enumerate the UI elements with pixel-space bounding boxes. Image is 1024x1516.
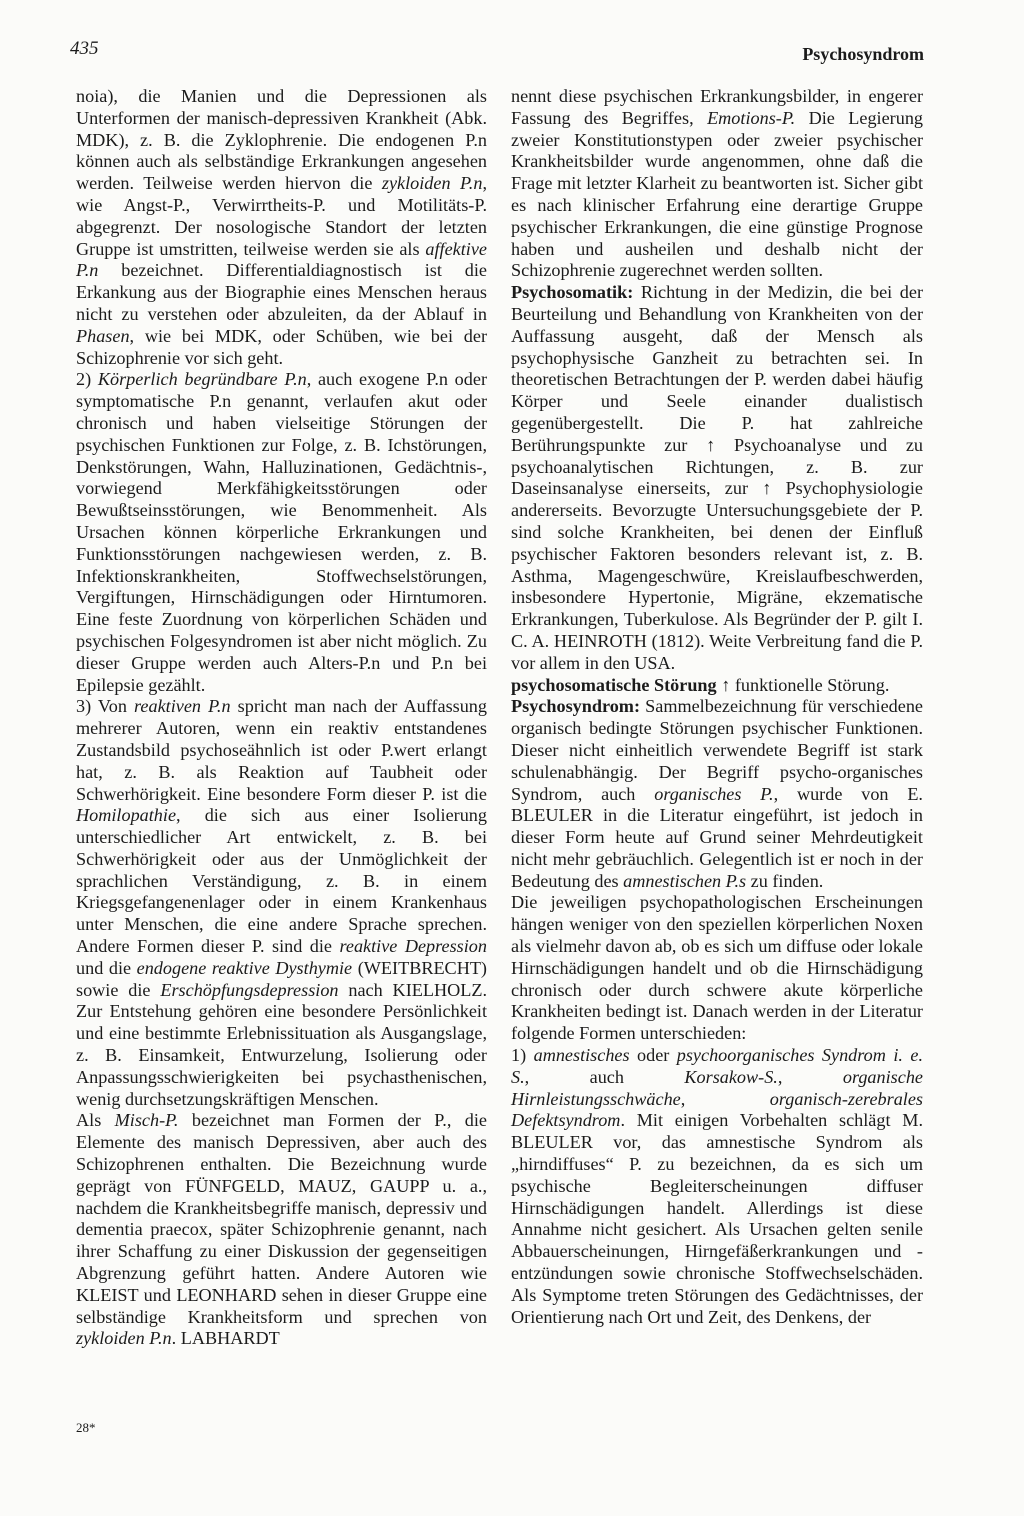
italic-term: psychoorganisches Syndrom i. e. S. [511, 1045, 923, 1087]
body-text: , [680, 1088, 770, 1109]
body-text: , wie bei MDK, oder Schüben, wie bei der Schizophrenie vor sich geht. [76, 325, 487, 368]
italic-term: Misch-P. [114, 1110, 179, 1131]
body-text: nach KIELHOLZ. Zur Entstehung gehören eine besondere Persönlichkeit und eine bestimmte Erlebnissituation als Ausgangslage, z. B. Einsamkeit, Entwurzelung, Isolierung oder Anpassungsschwierigkeiten bei psychasthenischen, wenig durchsetzungskräftigen Menschen. [76, 979, 488, 1109]
body-text: Die jeweiligen psychopathologischen Erscheinungen hängen weniger von den speziellen körperlichen Noxen als vielmehr davon ab, ob es sich um diffuse oder lokale Hirnschädigungen handelt und ob die Hirnschädigung chronisch oder durch schwere akute körperliche Krankheiten bedingt ist. Danach werden in der Literatur folgende Formen unterschieden: [511, 892, 923, 1044]
body-text: Als [76, 1110, 115, 1131]
body-text: bezeichnet. Differentialdiagnostisch ist die Erkankung aus der Biographie eines Menschen heraus nicht zu verstehen oder abzuleiten, da der Ablauf in [76, 260, 487, 324]
body-text: . Mit einigen Vorbehalten schlägt M. BLEULER vor, das amnestische Syndrom als „hirndiffuses“ P. zu bezeichnen, da es sich um psychische Begleiterscheinungen diffuser Hirnschädigungen handelt. Allerdings ist diese Annahme nicht gesichert. Als Ursachen gelten senile Abbauerscheinungen, Hirngefäßerkrankungen und -entzündungen sowie chronische Stoffwechselschäden. Als Symptome treten Störungen des Gedächtnisses, der Orientierung nach Ort und Zeit, des Denkens, der [511, 1110, 923, 1327]
paragraph [511, 696, 923, 892]
body-text: oder [629, 1045, 677, 1066]
paragraph [76, 696, 487, 1110]
paragraph [511, 282, 923, 674]
body-text: nennt diese psychischen Erkrankungsbilder, in engerer Fassung des Begriffes, [511, 86, 923, 128]
italic-term: Korsakow-S. [684, 1066, 778, 1087]
page-number: 435 [70, 38, 99, 59]
entry-headword: psychosomatische Störung [511, 674, 717, 695]
italic-term: Körperlich begründbare P.n [97, 369, 307, 390]
body-text: ↑ funktionelle Störung. [716, 674, 890, 695]
body-text: zu finden. [746, 870, 824, 891]
body-text: , [777, 1066, 843, 1087]
running-head: Psychosyndrom [802, 44, 924, 64]
body-text: Sammelbezeichnung für verschiedene organisch bedingte Störungen psychischer Funktionen. Dieser nicht einheitlich verwendete Begriff ist stark schulenabhängig. Der Begriff psycho-organisches Syndrom, auch [511, 696, 923, 804]
body-text: Die Legierung zweier Konstitutionstypen oder zweier psychischer Krankheitsbilder wurde angenommen, ohne daß die Frage mit letzter Klarheit zu beantworten ist. Sicher gibt es nach klinischer Erfahrung eine derartige Gruppe psychischer Erkrankungen, die eine günstige Prognose haben und ausheilen und deshalb nicht der Schizophrenie zugerechnet werden sollten. [511, 107, 924, 281]
paragraph [76, 86, 487, 369]
italic-term: organische Hirnleistungsschwäche [511, 1066, 923, 1109]
entry-headword: Psychosyndrom: [511, 696, 641, 717]
italic-term: Phasen [76, 325, 130, 346]
body-text: bezeichnet man Formen der P., die Elemente des manisch Depressiven, aber auch des Schizophrenen enthalten. Die Bezeichnung wurde geprägt von FÜNFGELD, MAUZ, GAUPP u. a., nachdem die Krankheitsbegriffe manisch, depressiv und dementia praecox, später Schizophrenie genannt, nach ihrer Schaffung zu einer Diskussion der gegenseitigen Abgrenzung geführt hatten. Andere Autoren wie KLEIST und LEONHARD sehen in dieser Gruppe eine selbständige Krankheitsform und sprechen von [76, 1110, 487, 1327]
body-text: noia), die Manien und die Depressionen als Unterformen der manisch-depressiven Krankheit (Abk. MDK), z. B. die Zyklophrenie. Die endogenen P.n können auch als selbständige Erkrankungen angesehen werden. Teilweise werden hiervon die [76, 86, 487, 194]
sheet-signature: 28* [76, 1420, 96, 1435]
italic-term: organisches P. [654, 783, 774, 804]
body-text: 1) [511, 1045, 534, 1066]
italic-term: amnestisches [533, 1045, 630, 1066]
italic-term: reaktive Depression [339, 936, 487, 957]
right-column [511, 86, 923, 1328]
paragraph [511, 675, 923, 697]
body-text: . LABHARDT [171, 1328, 280, 1349]
paragraph [76, 1110, 487, 1350]
body-text: 2) [76, 369, 98, 390]
body-text: spricht man nach der Auffassung mehrerer Autoren, wenn ein reaktiv entstandenes Zustandsbild psychoseähnlich ist oder P.wert erlangt hat, z. B. als Reaktion auf Taubheit oder Schwerhörigkeit. Eine besondere Form dieser P. ist die [76, 696, 487, 804]
italic-term: Erschöpfungsdepression [160, 979, 339, 1000]
italic-term: amnestischen P.s [623, 870, 747, 891]
italic-term: Emotions-P. [707, 107, 796, 128]
italic-term: affektive P.n [76, 238, 487, 281]
left-column [76, 86, 487, 1350]
body-text: 3) Von [76, 696, 135, 717]
body-text: , die sich aus einer Isolierung unterschiedlicher Art entwickelt, z. B. bei Schwerhörigkeit oder aus der Unmöglichkeit der sprachlichen Verständigung, z. B. in einem Kriegsgefangenenlager oder in einem Krankenhaus unter Menschen, die eine andere Sprache sprechen. Andere Formen dieser P. sind die [76, 805, 487, 957]
body-text: (WEITBRECHT) sowie die [76, 957, 487, 1000]
italic-term: zykloiden P.n [381, 173, 483, 194]
body-text: Richtung in der Medizin, die bei der Beurteilung und Behandlung von Krankheiten von der Auffassung ausgeht, daß der Mensch als psychophysische Ganzheit zu betrachten sei. In theoretischen Betrachtungen der P. werden dabei häufig Körper und Seele einander dualistisch gegenübergestellt. Die P. hat zahlreiche Berührungspunkte zur ↑ Psychoanalyse und zu psychoanalytischen Richtungen, z. B. zur Daseinsanalyse einerseits, zur ↑ Psychophysiologie andererseits. Bevorzugte Untersuchungsgebiete der P. sind solche Krankheiten, bei denen der Einfluß psychischer Faktoren besonders relevant ist, z. B. Asthma, Magengeschwüre, Kreislaufbeschwerden, insbesondere Hypertonie, Migräne, ekzematische Erkrankungen, Tuberkulose. Als Begründer der P. gilt I. C. A. HEINROTH (1812). Weite Verbreitung fand die P. vor allem in den USA. [511, 282, 923, 673]
italic-term: zykloiden P.n [76, 1328, 172, 1349]
paragraph [511, 86, 923, 282]
entry-headword: Psychosomatik: [511, 282, 634, 303]
body-text: , wurde von E. BLEULER in die Literatur eingeführt, ist jedoch in dieser Form heute auf Grund seiner Mehrdeutigkeit nicht mehr gebräuchlich. Gelegentlich ist er noch in der Bedeutung des [511, 783, 923, 891]
body-text: und die [76, 957, 137, 978]
paragraph [511, 1045, 923, 1328]
body-text: , auch [524, 1066, 685, 1087]
paragraph [76, 369, 487, 696]
body-text: , wie Angst-P., Verwirrtheits-P. und Motilitäts-P. abgegrenzt. Der nosologische Standort der letzten Gruppe ist umstritten, teilweise werden sie als [76, 173, 487, 259]
italic-term: Homilopathie [76, 805, 177, 826]
italic-term: organisch-zerebrales Defektsyndrom [511, 1088, 923, 1131]
paragraph [511, 892, 923, 1045]
italic-term: reaktiven P.n [134, 696, 231, 717]
italic-term: endogene reaktive Dysthymie [136, 957, 353, 978]
body-text: , auch exogene P.n oder symptomatische P.n genannt, verlaufen akut oder chronisch und haben vielseitige Störungen der psychischen Funktionen zur Folge, z. B. Ichstörungen, Denkstörungen, Wahn, Halluzinationen, Gedächtnis-, vorwiegend Merkfähigkeitsstörungen oder Bewußtseinsstörungen, wie Benommenheit. Als Ursachen können körperliche Erkrankungen und Funktionsstörungen nachgewiesen werden, z. B. Infektionskrankheiten, Stoffwechselstörungen, Vergiftungen, Hirnschädigungen oder Hirntumoren. Eine feste Zuordnung von körperlichen Schäden und psychischen Folgesyndromen ist aber nicht möglich. Zu dieser Gruppe werden auch Alters-P.n und P.n bei Epilepsie gezählt. [76, 369, 488, 695]
